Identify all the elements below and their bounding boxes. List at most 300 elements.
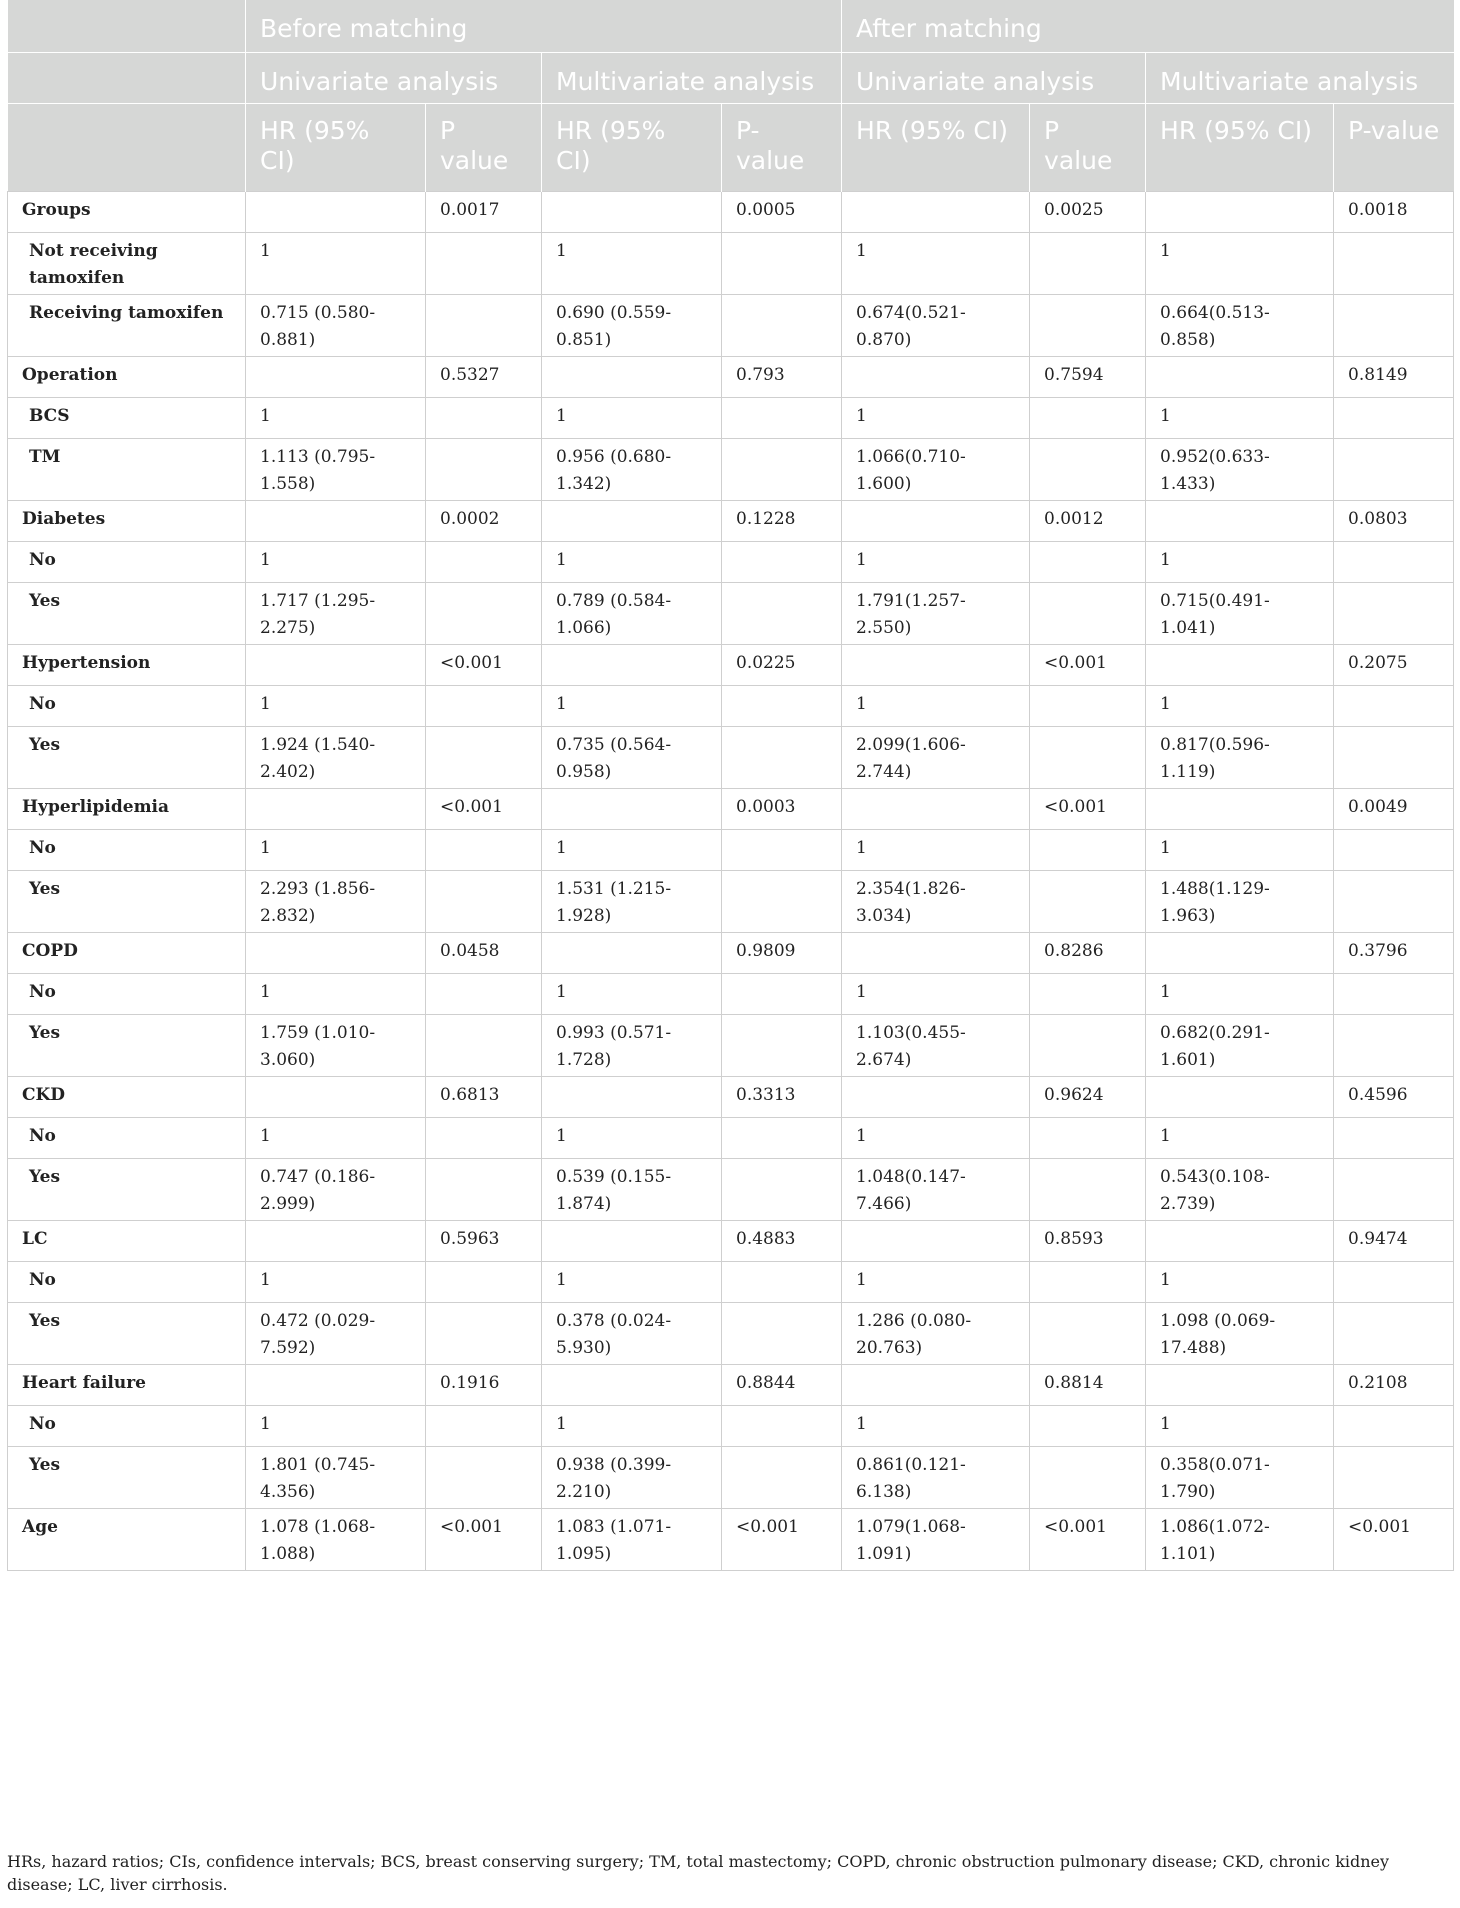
header-p-value: P value [1030,103,1146,191]
cell-before-multivariate-p [722,973,842,1014]
cell-before-univariate-p: <0.001 [426,788,542,829]
cell-after-multivariate-hr [1146,356,1334,397]
cell-before-multivariate-p: 0.4883 [722,1220,842,1261]
table-row [8,685,1454,726]
cell-before-univariate-hr [246,1364,426,1405]
cell-after-multivariate-p: 0.2075 [1334,644,1454,685]
cell-before-univariate-hr: 2.293 (1.856-2.832) [246,870,426,932]
cell-after-multivariate-p: 0.0049 [1334,788,1454,829]
cell-before-multivariate-p [722,829,842,870]
cell-before-univariate-p [426,438,542,500]
cell-after-multivariate-hr: 1 [1146,541,1334,582]
cell-before-multivariate-p [722,1117,842,1158]
cell-before-multivariate-hr [542,788,722,829]
cell-before-multivariate-hr: 1 [542,1261,722,1302]
cell-before-multivariate-p: 0.8844 [722,1364,842,1405]
table-row [8,582,1454,644]
cell-after-multivariate-hr: 1.488(1.129-1.963) [1146,870,1334,932]
cell-before-univariate-hr: 1.078 (1.068-1.088) [246,1508,426,1570]
cell-after-univariate-hr: 1.791(1.257-2.550) [842,582,1030,644]
cell-before-multivariate-p [722,1158,842,1220]
cell-before-univariate-hr [246,191,426,232]
table-row [8,1014,1454,1076]
cell-before-univariate-p [426,294,542,356]
table-row [8,788,1454,829]
cell-before-univariate-hr [246,1220,426,1261]
cell-before-univariate-hr [246,1076,426,1117]
cell-after-multivariate-p [1334,397,1454,438]
row-label: No [8,685,246,726]
cell-before-univariate-p [426,685,542,726]
table-row [8,397,1454,438]
cell-before-multivariate-hr [542,500,722,541]
cell-before-multivariate-p: 0.0005 [722,191,842,232]
cell-after-univariate-p [1030,1302,1146,1364]
cell-after-multivariate-p: 0.0803 [1334,500,1454,541]
cell-before-univariate-hr: 1.717 (1.295-2.275) [246,582,426,644]
table-row [8,294,1454,356]
cell-after-multivariate-p: 0.4596 [1334,1076,1454,1117]
cell-after-univariate-p [1030,1158,1146,1220]
header-p-value: P-value [1334,103,1454,191]
cell-after-univariate-p: 0.0012 [1030,500,1146,541]
table-row [8,500,1454,541]
table-row [8,1405,1454,1446]
cell-after-univariate-hr: 1.103(0.455-2.674) [842,1014,1030,1076]
cell-after-univariate-hr: 1 [842,1117,1030,1158]
cell-after-multivariate-p [1334,1117,1454,1158]
cell-after-univariate-p: 0.9624 [1030,1076,1146,1117]
row-label: No [8,973,246,1014]
row-label: COPD [8,932,246,973]
cell-after-multivariate-hr [1146,1220,1334,1261]
cell-before-multivariate-hr: 0.378 (0.024-5.930) [542,1302,722,1364]
row-label: Receiving tamoxifen [8,294,246,356]
cell-after-univariate-p [1030,1014,1146,1076]
row-label: Heart failure [8,1364,246,1405]
table-row [8,191,1454,232]
cell-after-multivariate-p [1334,870,1454,932]
table-row [8,1158,1454,1220]
cell-after-multivariate-hr: 0.543(0.108-2.739) [1146,1158,1334,1220]
cell-before-univariate-p [426,541,542,582]
row-label: Groups [8,191,246,232]
table-row [8,1220,1454,1261]
cell-before-univariate-hr: 1 [246,829,426,870]
cell-after-univariate-p [1030,973,1146,1014]
header-corner-3 [8,103,246,191]
cell-before-multivariate-hr: 1 [542,541,722,582]
header-hr: HR (95% CI) [1146,103,1334,191]
cell-before-univariate-p [426,582,542,644]
cell-before-multivariate-p [722,1446,842,1508]
cell-before-multivariate-p [722,726,842,788]
cell-before-multivariate-p: 0.793 [722,356,842,397]
table-row [8,1261,1454,1302]
cell-after-multivariate-p: <0.001 [1334,1508,1454,1570]
table-row [8,870,1454,932]
cell-after-univariate-p [1030,685,1146,726]
table-row [8,438,1454,500]
table-row [8,1446,1454,1508]
cell-after-multivariate-hr: 1 [1146,1405,1334,1446]
row-label: No [8,1405,246,1446]
cell-after-multivariate-hr: 1.098 (0.069-17.488) [1146,1302,1334,1364]
cell-after-univariate-hr [842,500,1030,541]
cell-after-multivariate-p [1334,829,1454,870]
cell-after-multivariate-p [1334,1158,1454,1220]
cell-after-multivariate-p [1334,685,1454,726]
header-before-univariate: Univariate analysis [246,52,542,103]
cell-before-multivariate-p [722,685,842,726]
cell-after-univariate-hr: 1.286 (0.080-20.763) [842,1302,1030,1364]
cell-after-univariate-hr: 1 [842,1405,1030,1446]
cell-after-multivariate-p [1334,541,1454,582]
cell-before-univariate-p [426,1117,542,1158]
cell-before-multivariate-p: 0.0003 [722,788,842,829]
table-footnote: HRs, hazard ratios; CIs, confidence intervals; BCS, breast conserving surgery; TM, total mastectomy; COPD, chronic obstruction pulmonary disease; CKD, chronic kidney disease; LC, liver cirrhosis. [7,1852,1390,1894]
cell-after-multivariate-p [1334,1014,1454,1076]
cell-after-multivariate-p [1334,1261,1454,1302]
row-label: Yes [8,1446,246,1508]
hazard-ratio-table [7,0,1454,1571]
row-label: No [8,1117,246,1158]
row-label: Yes [8,870,246,932]
cell-before-univariate-hr [246,788,426,829]
table-row [8,541,1454,582]
cell-before-multivariate-hr [542,356,722,397]
cell-before-multivariate-p: 0.0225 [722,644,842,685]
cell-before-multivariate-hr: 0.938 (0.399-2.210) [542,1446,722,1508]
cell-before-multivariate-hr [542,1364,722,1405]
cell-after-multivariate-hr: 1 [1146,397,1334,438]
cell-after-univariate-hr: 1.066(0.710-1.600) [842,438,1030,500]
cell-after-univariate-p [1030,1405,1146,1446]
cell-after-multivariate-hr: 0.682(0.291-1.601) [1146,1014,1334,1076]
cell-before-univariate-p: 0.1916 [426,1364,542,1405]
table-row [8,1076,1454,1117]
cell-after-multivariate-p [1334,1302,1454,1364]
row-label: No [8,541,246,582]
cell-before-univariate-p: <0.001 [426,1508,542,1570]
cell-after-multivariate-hr [1146,1076,1334,1117]
cell-before-multivariate-p [722,1261,842,1302]
cell-before-multivariate-p: 0.3313 [722,1076,842,1117]
cell-after-univariate-p [1030,726,1146,788]
row-label: Age [8,1508,246,1570]
header-hr: HR (95% CI) [542,103,722,191]
cell-before-univariate-p [426,1446,542,1508]
header-corner [8,0,246,52]
cell-after-multivariate-hr [1146,644,1334,685]
cell-before-univariate-hr: 0.472 (0.029-7.592) [246,1302,426,1364]
header-p-value: P value [426,103,542,191]
cell-after-univariate-hr [842,788,1030,829]
table-row [8,1508,1454,1570]
table-row [8,726,1454,788]
table-row [8,829,1454,870]
cell-after-multivariate-hr: 0.817(0.596-1.119) [1146,726,1334,788]
row-label: No [8,829,246,870]
cell-before-multivariate-p: 0.1228 [722,500,842,541]
cell-before-multivariate-p [722,870,842,932]
cell-before-univariate-hr [246,500,426,541]
cell-before-univariate-p: 0.6813 [426,1076,542,1117]
cell-before-univariate-hr: 1.801 (0.745-4.356) [246,1446,426,1508]
cell-after-multivariate-hr: 0.715(0.491-1.041) [1146,582,1334,644]
cell-after-univariate-hr: 1 [842,541,1030,582]
cell-after-multivariate-p: 0.8149 [1334,356,1454,397]
row-label: Not receiving tamoxifen [8,232,246,294]
cell-after-univariate-p: <0.001 [1030,1508,1146,1570]
row-label: Yes [8,582,246,644]
cell-before-multivariate-hr [542,1076,722,1117]
cell-after-multivariate-p [1334,582,1454,644]
row-label: Yes [8,1302,246,1364]
cell-after-multivariate-hr: 1 [1146,829,1334,870]
cell-after-multivariate-p [1334,1446,1454,1508]
table-row [8,1302,1454,1364]
header-before-matching: Before matching [246,0,842,52]
cell-before-multivariate-p: <0.001 [722,1508,842,1570]
cell-before-multivariate-hr: 0.789 (0.584-1.066) [542,582,722,644]
header-hr: HR (95% CI) [842,103,1030,191]
row-label: Hyperlipidemia [8,788,246,829]
cell-before-multivariate-hr: 1.531 (1.215-1.928) [542,870,722,932]
cell-before-univariate-p: 0.5327 [426,356,542,397]
cell-after-univariate-hr [842,1220,1030,1261]
row-label: Operation [8,356,246,397]
cell-before-univariate-p [426,232,542,294]
cell-before-multivariate-hr: 1 [542,685,722,726]
cell-before-multivariate-p [722,232,842,294]
cell-after-multivariate-p: 0.3796 [1334,932,1454,973]
header-row-columns [8,103,1454,191]
table-row [8,1364,1454,1405]
cell-before-univariate-p: 0.0458 [426,932,542,973]
cell-after-univariate-hr [842,1364,1030,1405]
cell-after-univariate-hr: 2.099(1.606-2.744) [842,726,1030,788]
cell-after-multivariate-p [1334,438,1454,500]
cell-after-univariate-hr: 1.079(1.068-1.091) [842,1508,1030,1570]
header-after-univariate: Univariate analysis [842,52,1146,103]
cell-before-univariate-hr: 0.747 (0.186-2.999) [246,1158,426,1220]
row-label: Yes [8,1158,246,1220]
header-row-analysis [8,52,1454,103]
cell-after-multivariate-hr: 1 [1146,973,1334,1014]
header-after-multivariate: Multivariate analysis [1146,52,1454,103]
header-corner-2 [8,52,246,103]
cell-after-univariate-p [1030,1446,1146,1508]
cell-before-univariate-p [426,1261,542,1302]
row-label: BCS [8,397,246,438]
cell-before-multivariate-hr: 1 [542,1405,722,1446]
cell-after-multivariate-hr [1146,788,1334,829]
cell-before-multivariate-hr: 1 [542,829,722,870]
cell-after-multivariate-hr: 0.358(0.071-1.790) [1146,1446,1334,1508]
cell-after-multivariate-hr [1146,1364,1334,1405]
cell-before-multivariate-hr: 0.956 (0.680-1.342) [542,438,722,500]
cell-after-univariate-p: <0.001 [1030,788,1146,829]
cell-after-multivariate-p: 0.9474 [1334,1220,1454,1261]
cell-before-univariate-p [426,726,542,788]
table-container [7,0,1453,1571]
cell-after-univariate-p [1030,1117,1146,1158]
cell-before-univariate-p [426,397,542,438]
cell-before-multivariate-hr [542,191,722,232]
cell-before-multivariate-p [722,397,842,438]
cell-after-univariate-hr: 1 [842,232,1030,294]
cell-before-univariate-hr: 0.715 (0.580-0.881) [246,294,426,356]
row-label: Yes [8,726,246,788]
cell-after-univariate-p: 0.8593 [1030,1220,1146,1261]
table-row [8,356,1454,397]
cell-before-univariate-hr [246,356,426,397]
cell-before-univariate-p: 0.5963 [426,1220,542,1261]
cell-before-multivariate-hr: 1 [542,232,722,294]
cell-after-multivariate-hr [1146,932,1334,973]
cell-before-univariate-p [426,1405,542,1446]
cell-after-univariate-p [1030,438,1146,500]
row-label: Hypertension [8,644,246,685]
cell-after-univariate-hr: 1 [842,685,1030,726]
row-label: CKD [8,1076,246,1117]
cell-after-univariate-hr: 1 [842,973,1030,1014]
cell-before-univariate-hr: 1 [246,232,426,294]
cell-before-multivariate-p [722,1302,842,1364]
cell-before-multivariate-hr: 1 [542,397,722,438]
header-before-multivariate: Multivariate analysis [542,52,842,103]
cell-before-univariate-p [426,973,542,1014]
cell-after-multivariate-hr: 1 [1146,685,1334,726]
cell-before-multivariate-hr: 0.690 (0.559-0.851) [542,294,722,356]
cell-after-univariate-p: 0.0025 [1030,191,1146,232]
cell-after-univariate-hr [842,356,1030,397]
cell-after-multivariate-p: 0.2108 [1334,1364,1454,1405]
cell-after-multivariate-hr: 0.664(0.513-0.858) [1146,294,1334,356]
cell-after-multivariate-hr: 1 [1146,232,1334,294]
cell-before-multivariate-hr: 1 [542,973,722,1014]
cell-before-univariate-p [426,829,542,870]
table-row [8,644,1454,685]
cell-after-univariate-hr [842,191,1030,232]
cell-after-multivariate-hr: 1.086(1.072-1.101) [1146,1508,1334,1570]
header-p-value: P-value [722,103,842,191]
cell-after-univariate-hr [842,1076,1030,1117]
cell-after-univariate-hr [842,644,1030,685]
cell-before-multivariate-p [722,541,842,582]
cell-before-univariate-hr: 1.113 (0.795-1.558) [246,438,426,500]
cell-before-univariate-p [426,870,542,932]
cell-before-univariate-p: 0.0002 [426,500,542,541]
row-label: Diabetes [8,500,246,541]
cell-before-univariate-hr: 1 [246,685,426,726]
row-label: TM [8,438,246,500]
cell-before-multivariate-hr [542,932,722,973]
cell-after-multivariate-p [1334,232,1454,294]
table-row [8,1117,1454,1158]
cell-before-univariate-hr: 1 [246,541,426,582]
cell-before-univariate-p [426,1158,542,1220]
header-hr: HR (95% CI) [246,103,426,191]
cell-before-univariate-hr: 1 [246,397,426,438]
cell-after-multivariate-p [1334,1405,1454,1446]
cell-before-multivariate-p [722,294,842,356]
cell-after-univariate-hr: 0.861(0.121-6.138) [842,1446,1030,1508]
cell-before-univariate-hr [246,644,426,685]
table-row [8,232,1454,294]
cell-before-multivariate-p [722,1405,842,1446]
cell-before-multivariate-hr: 1 [542,1117,722,1158]
row-label: LC [8,1220,246,1261]
table-header [8,0,1454,191]
cell-after-univariate-hr: 0.674(0.521-0.870) [842,294,1030,356]
header-after-matching: After matching [842,0,1454,52]
cell-before-univariate-hr: 1.759 (1.010-3.060) [246,1014,426,1076]
cell-before-multivariate-p [722,582,842,644]
cell-before-multivariate-hr: 1.083 (1.071-1.095) [542,1508,722,1570]
cell-after-multivariate-hr [1146,191,1334,232]
cell-before-multivariate-p [722,1014,842,1076]
cell-after-multivariate-p: 0.0018 [1334,191,1454,232]
cell-after-univariate-p: 0.8814 [1030,1364,1146,1405]
cell-before-univariate-hr: 1 [246,973,426,1014]
cell-after-univariate-hr: 2.354(1.826-3.034) [842,870,1030,932]
cell-before-multivariate-hr [542,644,722,685]
cell-after-univariate-p [1030,582,1146,644]
cell-after-univariate-p [1030,294,1146,356]
cell-before-univariate-hr: 1 [246,1261,426,1302]
table-row [8,932,1454,973]
cell-before-univariate-hr: 1 [246,1405,426,1446]
cell-after-univariate-hr: 1 [842,397,1030,438]
cell-after-univariate-p [1030,1261,1146,1302]
cell-before-multivariate-hr: 0.735 (0.564-0.958) [542,726,722,788]
cell-after-univariate-hr: 1.048(0.147-7.466) [842,1158,1030,1220]
table-row [8,973,1454,1014]
cell-before-univariate-p [426,1302,542,1364]
cell-after-multivariate-p [1334,726,1454,788]
cell-before-univariate-p: 0.0017 [426,191,542,232]
cell-after-multivariate-p [1334,973,1454,1014]
cell-before-multivariate-p: 0.9809 [722,932,842,973]
cell-after-univariate-hr: 1 [842,1261,1030,1302]
cell-after-univariate-p: <0.001 [1030,644,1146,685]
cell-after-multivariate-hr: 1 [1146,1117,1334,1158]
cell-after-univariate-p [1030,232,1146,294]
row-label: Yes [8,1014,246,1076]
cell-after-univariate-p: 0.8286 [1030,932,1146,973]
cell-after-multivariate-hr: 1 [1146,1261,1334,1302]
cell-after-univariate-p [1030,397,1146,438]
cell-after-multivariate-p [1334,294,1454,356]
cell-before-univariate-p [426,1014,542,1076]
cell-before-multivariate-hr [542,1220,722,1261]
cell-before-univariate-p: <0.001 [426,644,542,685]
cell-before-multivariate-p [722,438,842,500]
cell-before-multivariate-hr: 0.993 (0.571-1.728) [542,1014,722,1076]
cell-before-univariate-hr: 1 [246,1117,426,1158]
cell-after-multivariate-hr [1146,500,1334,541]
cell-after-univariate-p [1030,829,1146,870]
cell-before-univariate-hr: 1.924 (1.540-2.402) [246,726,426,788]
cell-after-univariate-hr [842,932,1030,973]
table-body [8,191,1454,1570]
cell-before-univariate-hr [246,932,426,973]
header-row-matching [8,0,1454,52]
cell-after-univariate-p [1030,870,1146,932]
cell-after-univariate-p: 0.7594 [1030,356,1146,397]
